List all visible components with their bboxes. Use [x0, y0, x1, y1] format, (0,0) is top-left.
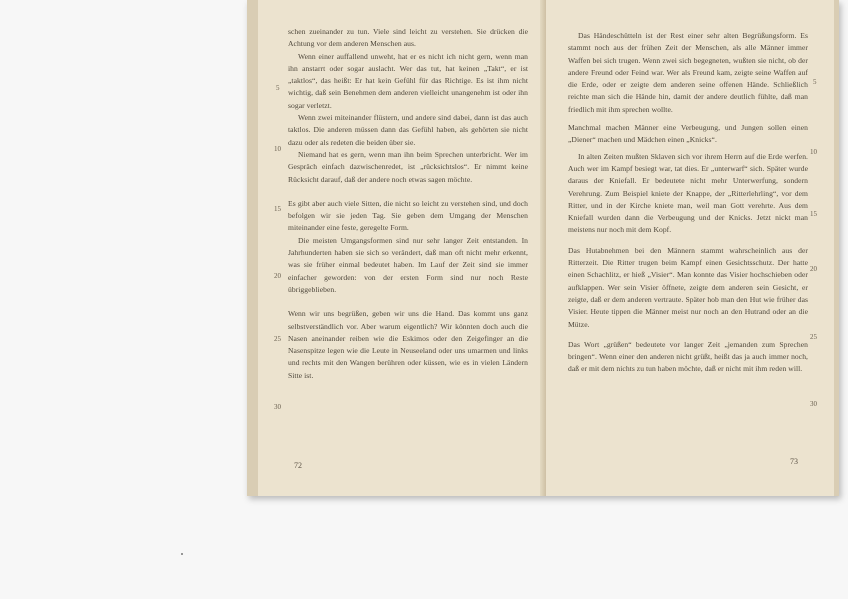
line-number: 30 — [274, 403, 281, 411]
paragraph: Wenn wir uns begrüßen, geben wir uns die Hand. Das kommt uns ganz selbstverständlich vor. Aber warum eigentlich? Wir könnten doch auch die Nasen aneinander reiben wie die Eskimos oder den Zeigefinger an die Nasenspitze legen wie die Leute in Neuseeland oder uns umarmen und links und rechts mit den Wangen berühren oder küssen, wie es in vielen Ländern Sitte ist. — [288, 309, 528, 380]
left-page — [258, 0, 546, 496]
line-number: 20 — [810, 265, 817, 273]
left-page-text — [288, 26, 528, 382]
right-page-text — [568, 30, 808, 376]
right-page — [546, 0, 834, 496]
paragraph: Niemand hat es gern, wenn man ihn beim Sprechen unterbricht. Wer im Gespräch einfach dazwischenredet, ist „rücksichtslos“. Er nimmt keine Rücksicht darauf, daß der andere noch etwas sagen möchte. — [288, 149, 528, 184]
paragraph: Wenn einer auffallend unweht, hat er es nicht ich nicht gern, wenn man ihn anstarrt oder sogar auslacht. Wer das tut, hat keinen „Takt“, er ist „taktlos“, das heißt: Er hat kein Gefühl für das Richtige. Es ist ihm nicht wichtig, daß sein Benehmen dem anderen vielleicht unangenehm ist oder ihn sogar verletzt. — [288, 51, 528, 110]
line-number: 10 — [810, 148, 817, 156]
paragraph: In alten Zeiten mußten Sklaven sich vor ihrem Herrn auf die Erde werfen. Auch wer im Kampf besiegt war, tat dies. Er „unterwarf“ sich. Später wurde daraus der Kniefall. Er bedeutete nicht mehr Unterwerfung, sondern Verehrung. Zum Beispiel kniete der Knappe, der „Ritterlehrling“, vor dem Ritter, und in der Kirche kniete man, weil man Gott verehrte. Aus dem Kniefall wurden dann die Verbeugung und der Knicks. Jetzt nickt man meistens nur noch mit dem Kopf. — [568, 151, 808, 235]
speck — [181, 553, 183, 555]
line-number: 5 — [276, 84, 280, 92]
line-number: 15 — [810, 210, 817, 218]
paragraph: Das Hutabnehmen bei den Männern stammt wahrscheinlich aus der Ritterzeit. Die Ritter trugen beim Kampf einen Gesichtsschutz. Der hatte einen Schachlitz, er hieß „Visier“. Man konnte das Visier hochschieben oder aufklappen. Wer sein Visier öffnete, zeigte dem anderen sein Gesicht, er zeigte, daß er dem anderen vertraute. Später hob man den Hut wie früher das Visier. Heute tippen die Männer meist nur noch an den Hutrand oder an die Mütze. — [568, 245, 808, 329]
line-number: 15 — [274, 205, 281, 213]
paragraph: Das Händeschütteln ist der Rest einer sehr alten Begrüßungsform. Es stammt noch aus der frühen Zeit der Menschen, als alle Männer immer Waffen bei sich trugen. Wenn zwei sich begegneten, wußten sie nicht, ob der andere Freund oder Feind war. Wer als Freund kam, zeigte seine Waffen auf die Erde, oder er zeigte dem anderen seine offenen Hände. Schließlich reichte man sich die Hände hin, damit der andere deutlich fühlte, daß man friedlich mit ihm sprechen wollte. — [568, 31, 808, 114]
paragraph: Es gibt aber auch viele Sitten, die nicht so leicht zu verstehen sind, und doch befolgen wir sie jeden Tag. Sie geben dem Umgang der Menschen miteinander eine feste, geregelte Form. — [288, 198, 528, 233]
page-number: 72 — [294, 461, 302, 470]
line-number: 25 — [274, 335, 281, 343]
line-number: 20 — [274, 272, 281, 280]
line-number: 25 — [810, 333, 817, 341]
paragraph: schen zueinander zu tun. Viele sind leicht zu verstehen. Sie drücken die Achtung vor dem anderen Menschen aus. — [288, 27, 528, 49]
paragraph: Manchmal machen Männer eine Verbeugung, und Jungen sollen einen „Diener“ machen und Mädchen einen „Knicks“. — [568, 123, 808, 145]
line-number: 5 — [813, 78, 817, 86]
paragraph: Wenn zwei miteinander flüstern, und andere sind dabei, dann ist das auch taktlos. Die anderen müssen dann das Gefühl haben, als gehörten sie nicht dazu oder als redeten die beiden über sie. — [288, 113, 528, 147]
paragraph: Die meisten Umgangsformen sind nur sehr langer Zeit entstanden. In Jahrhunderten haben sie sich so verändert, daß man oft nicht mehr erkennt, was sie früher einmal bedeutet haben. Im Lauf der Zeit sind sie immer einfacher geworden: von der ersten Form sind nur noch Reste übriggeblieben. — [288, 235, 528, 294]
paragraph: Das Wort „grüßen“ bedeutete vor langer Zeit „jemanden zum Sprechen bringen“. Wenn einer den anderen nicht grüßt, heißt das ja auch immer noch, daß er mit dem nichts zu tun haben möchte, daß er nicht mit ihm reden will. — [568, 339, 808, 374]
line-number: 10 — [274, 145, 281, 153]
line-number: 30 — [810, 400, 817, 408]
page-number: 73 — [790, 457, 798, 466]
